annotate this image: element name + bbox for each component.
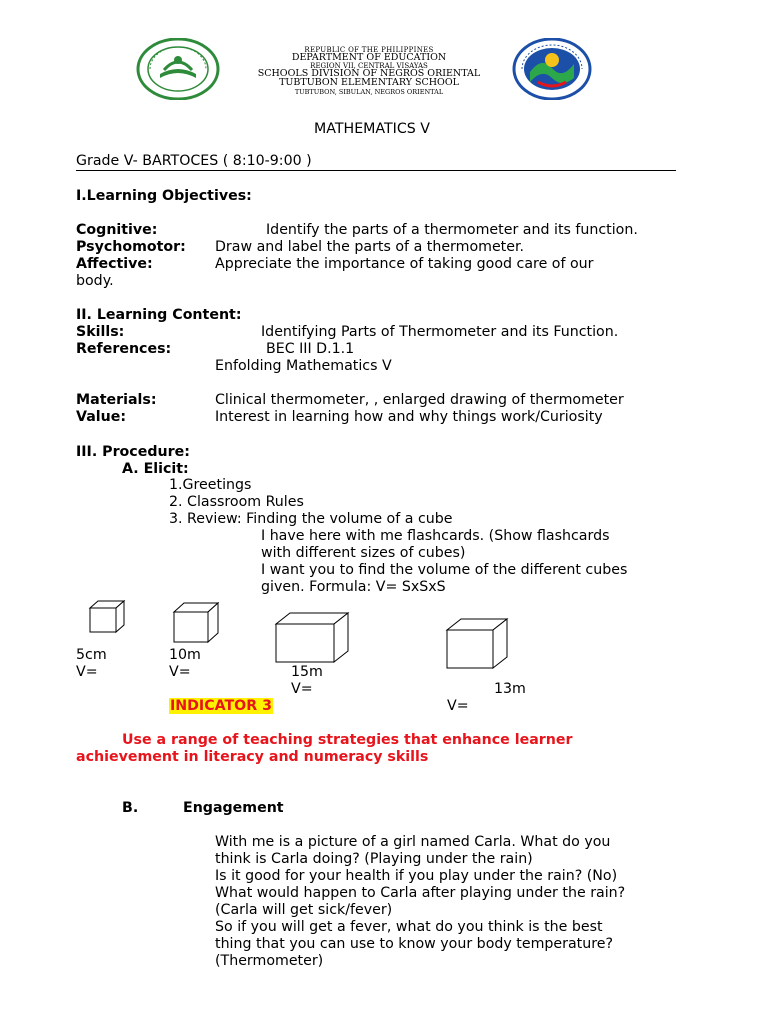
header-address: TUBTUBON, SIBULAN, NEGROS ORIENTAL — [294, 88, 444, 96]
skills-text: Identifying Parts of Thermometer and its Function. — [261, 324, 619, 340]
engagement-line-5: (Carla will get sick/fever) — [215, 902, 393, 918]
doc-title: MATHEMATICS V — [314, 121, 430, 137]
references-text-2: Enfolding Mathematics V — [215, 358, 392, 374]
grade-line: Grade V- BARTOCES ( 8:10-9:00 ) — [76, 153, 312, 169]
engagement-line-1: With me is a picture of a girl named Carla. What do you — [215, 834, 611, 850]
indicator-text-1: Use a range of teaching strategies that enhance learner — [122, 732, 573, 748]
cube-4-size: 13m — [494, 681, 526, 697]
affective-label: Affective: — [76, 256, 153, 272]
engagement-line-2: think is Carla doing? (Playing under the rain) — [215, 851, 533, 867]
value-label: Value: — [76, 409, 127, 425]
header-region: REGION VII, CENTRAL VISAYAS — [310, 62, 428, 70]
objectives-heading: I.Learning Objectives: — [76, 188, 252, 204]
deped-seal-icon — [512, 38, 592, 100]
cube-3-volume: V= — [291, 681, 313, 697]
header-division: SCHOOLS DIVISION OF NEGROS ORIENTAL — [257, 68, 481, 79]
header-school: TUBTUBON ELEMENTARY SCHOOL — [279, 77, 459, 88]
review-line-4: given. Formula: V= SxSxS — [261, 579, 446, 595]
cube-2-size: 10m — [169, 647, 201, 663]
cube-4-volume: V= — [447, 698, 469, 714]
indicator-badge — [169, 698, 273, 715]
elicit-heading: A. Elicit: — [122, 461, 189, 477]
engagement-letter: B. — [122, 800, 139, 816]
cube-10m-icon — [172, 602, 222, 644]
engagement-heading: Engagement — [183, 800, 284, 816]
header-department: DEPARTMENT OF EDUCATION — [291, 52, 447, 63]
procedure-item-rules: 2. Classroom Rules — [169, 494, 304, 510]
cube-2-volume: V= — [169, 664, 191, 680]
indicator-text-2: achievement in literacy and numeracy skills — [76, 749, 429, 765]
engagement-line-7: thing that you can use to know your body temperature? — [215, 936, 613, 952]
procedure-item-greetings: 1.Greetings — [169, 477, 252, 493]
content-heading: II. Learning Content: — [76, 307, 242, 323]
review-line-3: I want you to find the volume of the different cubes — [261, 562, 628, 578]
cube-1-volume: V= — [76, 664, 98, 680]
cognitive-label: Cognitive: — [76, 222, 158, 238]
indicator-label: INDICATOR 3 — [170, 698, 272, 714]
engagement-line-3: Is it good for your health if you play under the rain? (No) — [215, 868, 618, 884]
materials-label: Materials: — [76, 392, 157, 408]
references-text-1: BEC III D.1.1 — [266, 341, 355, 357]
psychomotor-text: Draw and label the parts of a thermometer. — [215, 239, 525, 255]
cognitive-text: Identify the parts of a thermometer and its function. — [266, 222, 638, 238]
skills-label: Skills: — [76, 324, 125, 340]
procedure-heading: III. Procedure: — [76, 444, 190, 460]
divider-line — [76, 170, 676, 171]
materials-text: Clinical thermometer, , enlarged drawing of thermometer — [215, 392, 624, 408]
engagement-line-4: What would happen to Carla after playing under the rain? — [215, 885, 626, 901]
cube-3-size: 15m — [291, 664, 323, 680]
engagement-line-6: So if you will get a fever, what do you think is the best — [215, 919, 603, 935]
cube-15m-icon — [274, 612, 354, 664]
cube-1-size: 5cm — [76, 647, 107, 663]
affective-text: Appreciate the importance of taking good care of our — [215, 256, 594, 272]
cube-5cm-icon — [88, 600, 128, 636]
value-text: Interest in learning how and why things work/Curiosity — [215, 409, 603, 425]
review-line-1: I have here with me flashcards. (Show flashcards — [261, 528, 610, 544]
procedure-item-review: 3. Review: Finding the volume of a cube — [169, 511, 453, 527]
school-seal-icon — [136, 38, 220, 100]
header-republic: REPUBLIC OF THE PHILIPPINES — [304, 46, 434, 54]
references-label: References: — [76, 341, 172, 357]
review-line-2: with different sizes of cubes) — [261, 545, 466, 561]
psychomotor-label: Psychomotor: — [76, 239, 186, 255]
engagement-line-8: (Thermometer) — [215, 953, 324, 969]
affective-continuation: body. — [76, 273, 114, 289]
cube-13m-icon — [445, 618, 525, 672]
